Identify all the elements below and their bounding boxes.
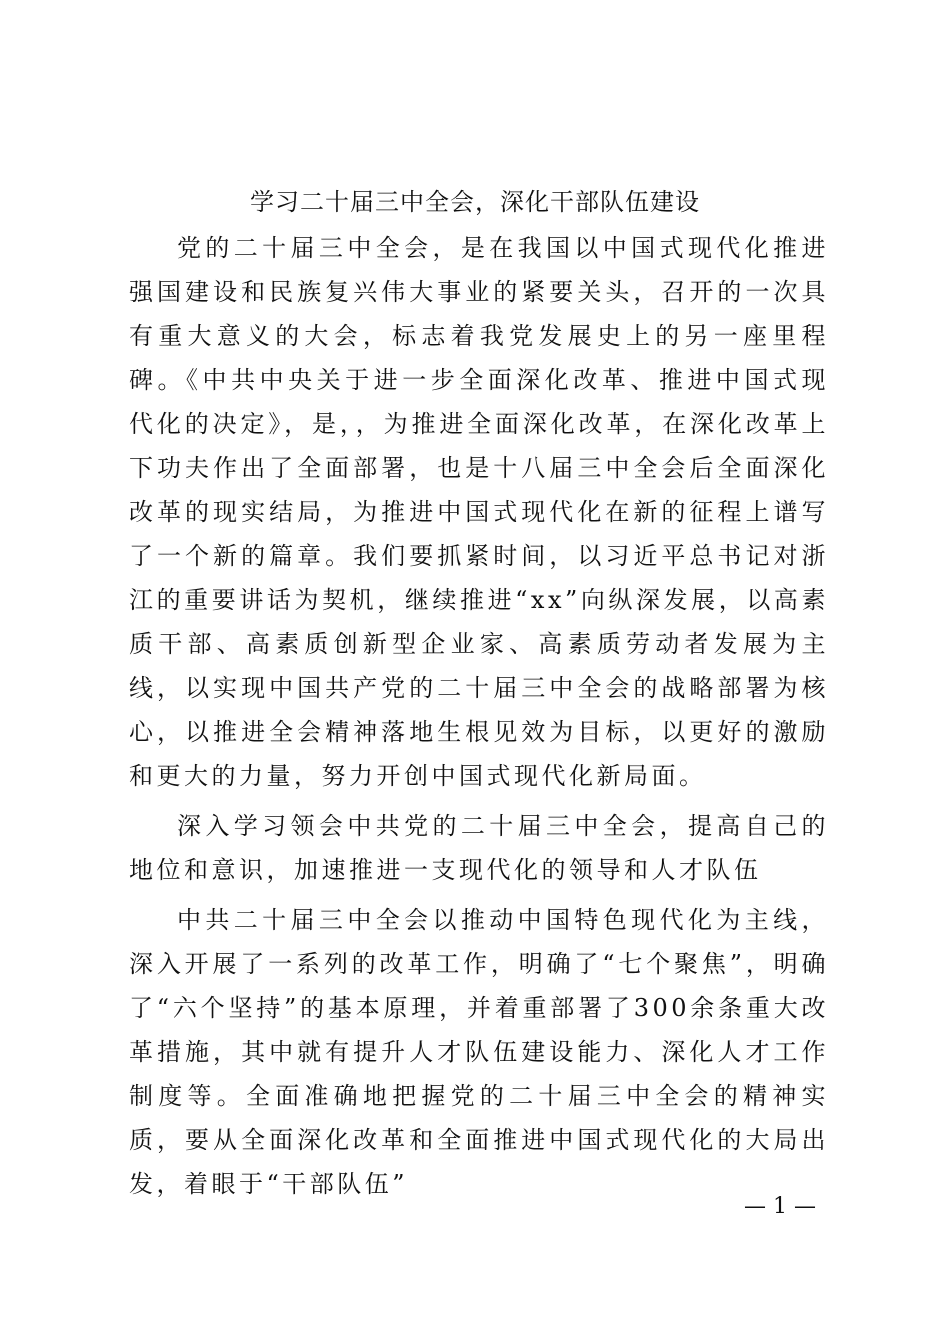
paragraph-intro: 党的二十届三中全会，是在我国以中国式现代化推进强国建设和民族复兴伟大事业的紧要关头，召开的一次具有重大意义的大会，标志着我党发展史上的另一座里程碑。《中共中央关于进一步全面深化改革、推进中国式现代化的决定》，是，，为推进全面深化改革，在深化改革上下功夫作出了全面部署，也是十八届三中全会后全面深化改革的现实结局，为推进中国式现代化在新的征程上谱写了一个新的篇章。我们要抓紧时间，以习近平总书记对浙江的重要讲话为契机，继续推进“xx”向纵深发展，以高素质干部、高素质创新型企业家、高素质劳动者发展为主线，以实现中国共产党的二十届三中全会的战略部署为核心，以推进全会精神落地生根见效为目标，以更好的激励和更大的力量，努力开创中国式现代化新局面。 [129, 234, 829, 790]
paragraph-section-body: 中共二十届三中全会以推动中国特色现代化为主线，深入开展了一系列的改革工作，明确了“七个聚焦”，明确了“六个坚持”的基本原理，并着重部署了300余条重大改革措施，其中就有提升人才队伍建设能力、深化人才工作制度等。全面准确地把握党的二十届三中全会的精神实质，要从全面深化改革和全面推进中国式现代化的大局出发，着眼于“干部队伍” [129, 906, 829, 1198]
document-body [129, 226, 829, 1212]
page-number: — 1 — [744, 1194, 816, 1219]
paragraph-section-heading: 深入学习领会中共党的二十届三中全会，提高自己的地位和意识，加速推进一支现代化的领导和人才队伍 [129, 812, 829, 884]
document-title: 学习二十届三中全会，深化干部队伍建设 [250, 188, 700, 216]
